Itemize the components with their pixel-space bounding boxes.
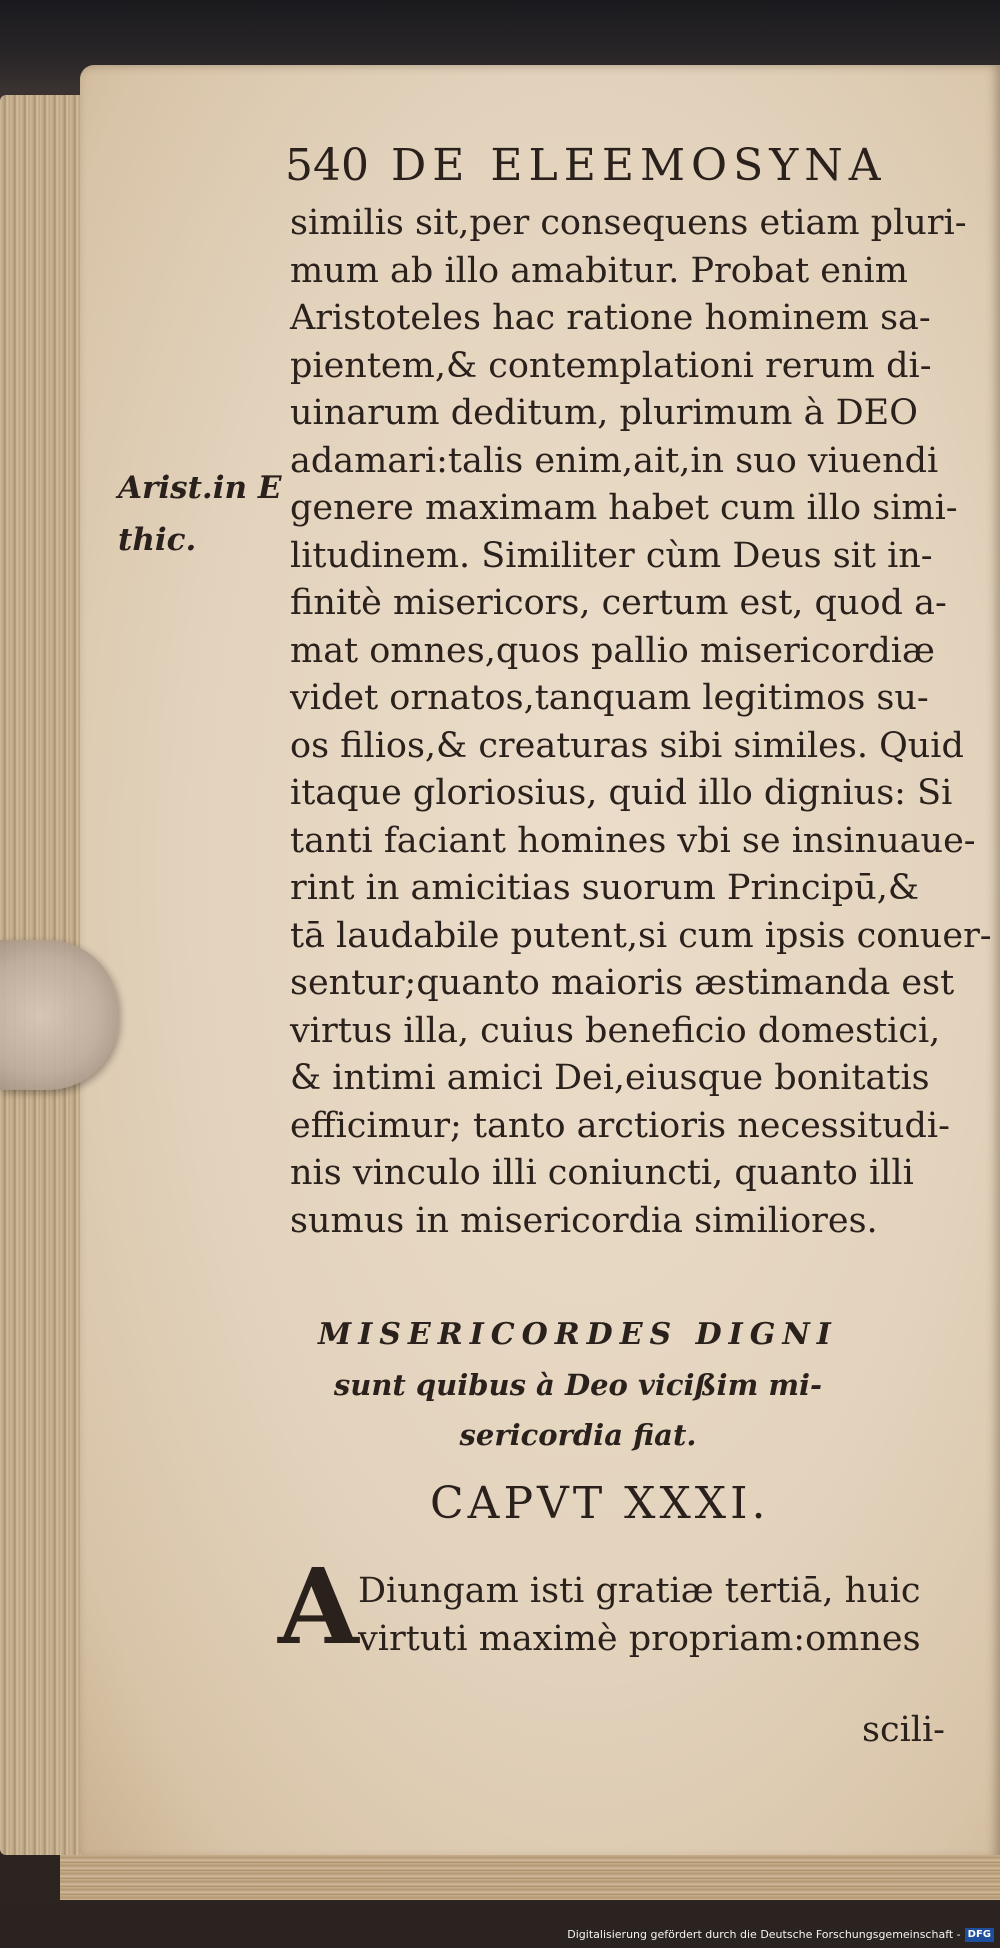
text-line: sentur;quanto maioris æstimanda est [290, 963, 955, 1003]
bottom-page-edges [60, 1855, 1000, 1900]
text-line: pientem,& contemplationi rerum di- [290, 345, 932, 386]
footer-credit: Digitalisierung gefördert durch die Deutsche Forschungsgemeinschaft - [567, 1928, 961, 1941]
digitization-footer [567, 1924, 994, 1946]
text-line: & intimi amici Dei,eiusque bonitatis [290, 1058, 930, 1098]
chapter-heading: CAPVT XXXI. [430, 1478, 770, 1529]
text-line: genere maximam habet cum illo simi- [290, 488, 958, 528]
text-line: sumus in misericordia similiores. [290, 1200, 878, 1241]
text-line: rint in amicitias suorum Principū,& [290, 868, 919, 908]
text-line: tā laudabile putent,si cum ipsis conuer- [290, 915, 992, 956]
chapter-title-line: sericordia fiat. [459, 1418, 697, 1452]
marginal-note-line: thic. [118, 522, 197, 558]
drop-capital: A [278, 1545, 359, 1668]
text-line: itaque gloriosius, quid illo dignius: Si [290, 773, 953, 813]
marginal-note-line: Arist.in E [118, 470, 282, 506]
text-line: Aristoteles hac ratione hominem sa- [290, 298, 931, 338]
running-title: DE ELEEMOSYNA [390, 140, 887, 191]
text-line: mat omnes,quos pallio misericordiæ [290, 630, 935, 671]
text-line: virtuti maximè propriam:omnes [358, 1618, 921, 1659]
text-line: tanti faciant homines vbi se insinuaue- [290, 820, 976, 861]
text-line: videt ornatos,tanquam legitimos su- [290, 678, 929, 718]
text-line: finitè misericors, certum est, quod a- [290, 583, 947, 623]
chapter-title [318, 1310, 968, 1460]
marginal-note [118, 462, 281, 566]
text-line: virtus illa, cuius beneficio domestici, [290, 1010, 941, 1051]
text-line: os filios,& creaturas sibi similes. Quid [290, 725, 964, 766]
running-header [285, 140, 887, 191]
text-line: litudinem. Similiter cùm Deus sit in- [290, 535, 933, 576]
text-line: uinarum deditum, plurimum à DEO [290, 393, 918, 433]
text-line: similis sit,per consequens etiam pluri- [290, 203, 967, 243]
text-line: mum ab illo amabitur. Probat enim [290, 250, 908, 291]
dfg-logo: DFG [965, 1928, 994, 1942]
text-line: efficimur; tanto arctioris necessitudi- [290, 1105, 950, 1146]
text-line: Diungam isti gratiæ tertiā, huic [358, 1571, 921, 1611]
chapter-paragraph [358, 1568, 978, 1663]
chapter-title-line: MISERICORDES DIGNI [318, 1317, 838, 1352]
text-line: nis vinculo illi coniuncti, quanto illi [290, 1153, 914, 1193]
page-number: 540 [285, 140, 369, 191]
text-line: adamari:talis enim,ait,in suo viuendi [290, 440, 939, 481]
catchword: scili- [862, 1710, 945, 1750]
body-text [290, 200, 990, 1245]
chapter-title-line: sunt quibus à Deo vicißim mi- [333, 1368, 823, 1402]
